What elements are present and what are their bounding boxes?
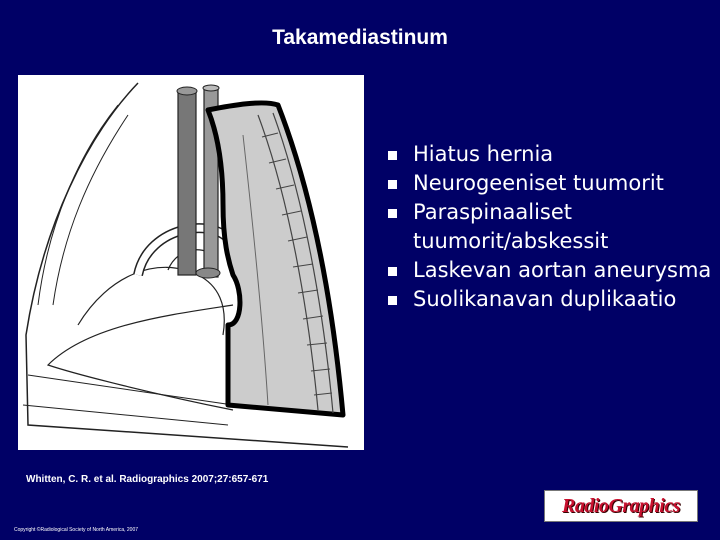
bullet-text: Paraspinaaliset tuumorit/abskessit (413, 200, 609, 253)
bullet-item (385, 256, 715, 285)
bullet-item (385, 140, 715, 169)
bullet-text: Laskevan aortan aneurysma (413, 258, 712, 282)
square-bullet-icon (388, 151, 397, 160)
radiographics-logo (544, 490, 698, 522)
mediastinum-diagram (18, 75, 364, 450)
citation-text: Whitten, C. R. et al. Radiographics 2007;27:657-671 (26, 474, 269, 485)
slide-title: Takamediastinum (272, 26, 448, 49)
bullet-text: Neurogeeniset tuumorit (413, 171, 664, 195)
bullet-list (385, 140, 715, 314)
bullet-item (385, 198, 715, 256)
bullet-item (385, 285, 715, 314)
square-bullet-icon (388, 296, 397, 305)
logo-text: RadioGraphics (562, 494, 680, 517)
square-bullet-icon (388, 267, 397, 276)
bullet-text: Suolikanavan duplikaatio (413, 287, 677, 311)
square-bullet-icon (388, 180, 397, 189)
bullet-item (385, 169, 715, 198)
bullet-text: Hiatus hernia (413, 142, 554, 166)
square-bullet-icon (388, 209, 397, 218)
mediastinum-illustration (18, 75, 364, 450)
copyright-text: Copyright ©Radiological Society of North America, 2007 (14, 527, 139, 533)
